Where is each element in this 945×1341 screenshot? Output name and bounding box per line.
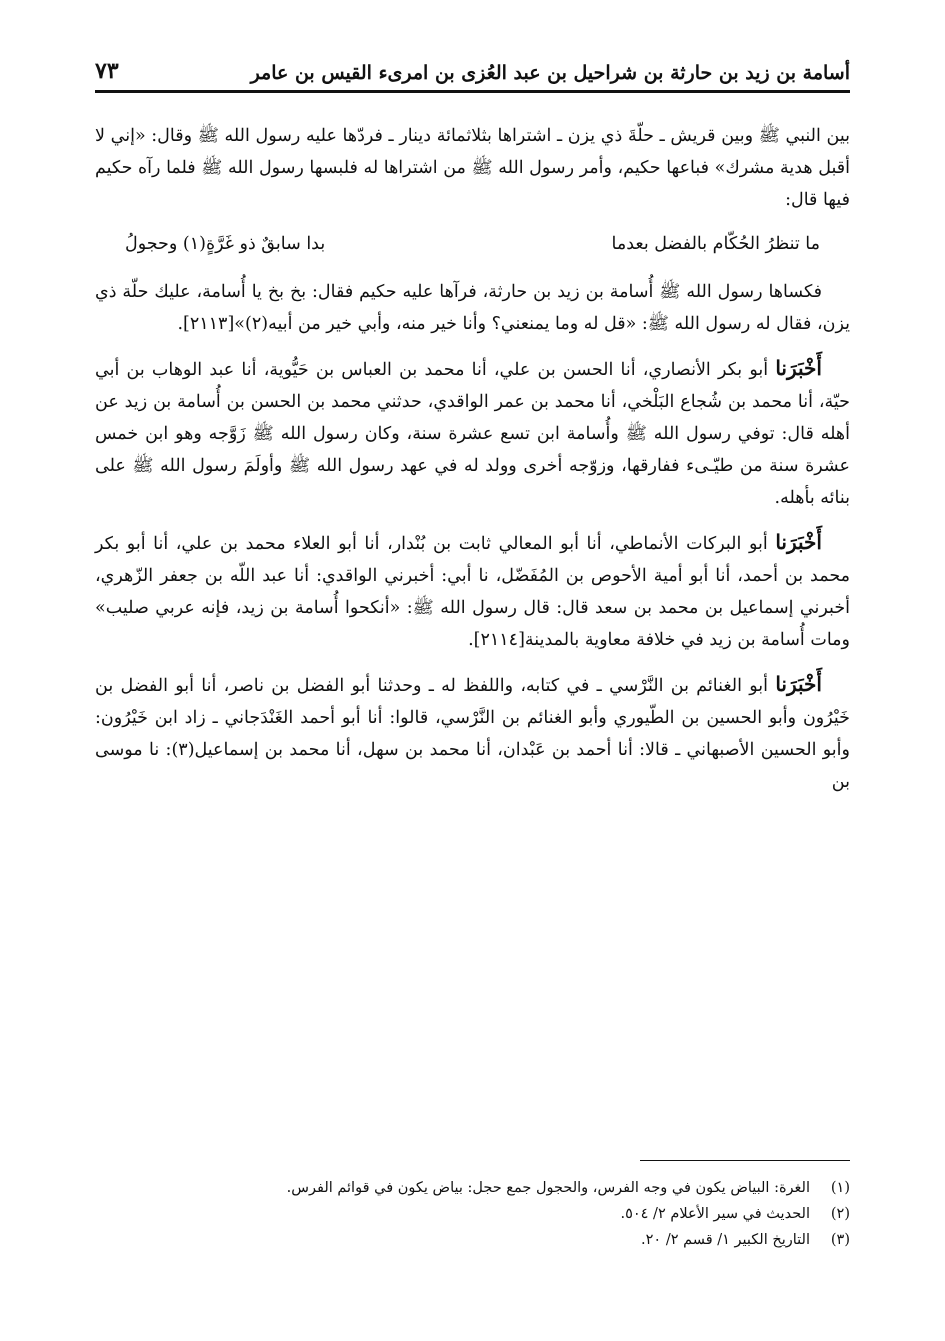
paragraph-3-text: أبو بكر الأنصاري، أنا الحسن بن علي، أنا محمد بن العباس بن حَيُّوية، أنا عبد الوهاب بن أبي حيّة، أنا محمد بن شُجاع البَلْخي، أنا محمد بن عمر الواقدي، حدثني محمد بن الحسن بن أُسامة بن زيد عن أهله قال: توفي رسول الله ﷺ وأُسامة ابن تسع عشرة سنة، وكان رسول الله ﷺ زَوَّجه وهو ابن خمس عشرة سنة من طيّـىء ففارقها، وزوّجه أخرى وولد له في عهد رسول الله ﷺ وأولَمَ رسول الله ﷺ على بنائه بأهله. <box>95 360 850 508</box>
header-title: أسامة بن زيد بن حارثة بن شراحيل بن عبد العُزى بن امرىء القيس بن عامر <box>250 62 850 84</box>
poetry-verse <box>95 228 850 260</box>
running-header <box>95 50 850 93</box>
footnotes <box>95 1175 850 1253</box>
footnote-divider <box>640 1160 850 1161</box>
footnote-text: الغرة: البياض يكون في وجه الفرس، والحجول جمع حجل: بياض يكون في قوائم الفرس. <box>286 1180 810 1196</box>
footnote-text: الحديث في سير الأعلام ٢/ ٥٠٤. <box>620 1206 810 1222</box>
footnote-3 <box>95 1227 850 1253</box>
paragraph-2: فكساها رسول الله ﷺ أُسامة بن زيد بن حارثة، فرآها عليه حكيم فقال: بخ بخ يا أُسامة، عليك حلّة ذي يزن، فقال له رسول الله ﷺ: «قل له وما يمنعني؟ وأنا خير منه، وأبي خير من أبيه(٢)»[٢١١٣]. <box>95 282 850 334</box>
paragraph-1: بين النبي ﷺ وبين قريش ـ حلّةَ ذي يزن ـ اشتراها بثلاثمائة دينار ـ فردّها عليه رسول الله ﷺ وقال: «إني لا أقبل هدية مشرك» فباعها حكيم، وأمر رسول الله ﷺ من اشتراها له فلبسها رسول الله ﷺ فلما رآه حكيم فيها قال: <box>95 126 850 210</box>
footnote-number: (٣) <box>830 1232 850 1248</box>
footnote-2 <box>95 1201 850 1227</box>
paragraph-3 <box>95 352 850 514</box>
paragraph-5-lead: أَخْبَرَنا <box>775 672 822 696</box>
paragraph-4-text: أبو البركات الأنماطي، أنا أبو المعالي ثابت بن بُنْدار، أنا أبو العلاء محمد بن علي، أنا أبو بكر محمد بن أحمد، أنا أبو أمية الأحوص بن المُفَضّل، نا أبي: أخبرني الواقدي: أنا عبد اللّه بن جعفر الزّهري، أخبرني إسماعيل بن محمد بن سعد قال: قال رسول الله ﷺ: «أنكحوا أُسامة بن زيد، فإنه عربي صليب» ومات أُسامة بن زيد في خلافة معاوية بالمدينة[٢١١٤]. <box>95 534 850 650</box>
paragraph-3-lead: أَخْبَرَنا <box>775 356 822 380</box>
paragraph-5-text: أبو الغنائم بن النَّرْسي ـ في كتابه، واللفظ له ـ وحدثنا أبو الفضل بن ناصر، أنا أبو الفضل بن خَيْرُون وأبو الحسين بن الطّيوري وأبو الغنائم بن النَّرْسي، قالوا: أنا أبو أحمد الغَنْدَجاني ـ زاد ابن خَيْرُون: وأبو الحسين الأصبهاني ـ قالا: أنا أحمد بن عَبْدان، أنا محمد بن سهل، أنا محمد بن إسماعيل(٣): نا موسى بن <box>95 676 850 792</box>
verse-first-hemistich: ما تنظرُ الحُكّام بالفضل بعدما <box>611 234 820 254</box>
paragraph-4 <box>95 526 850 656</box>
main-text <box>95 120 850 810</box>
paragraph-4-lead: أَخْبَرَنا <box>775 530 822 554</box>
verse-second-hemistich: بدا سابقٌ ذو غَرَّةٍ(١) وحجولُ <box>125 234 326 254</box>
footnote-1 <box>95 1175 850 1201</box>
footnote-number: (١) <box>830 1180 850 1196</box>
footnote-number: (٢) <box>830 1206 850 1222</box>
page-number: ٧٣ <box>95 58 119 84</box>
paragraph-5 <box>95 668 850 798</box>
footnote-text: التاريخ الكبير ١/ قسم ٢/ ٢٠. <box>641 1232 810 1248</box>
